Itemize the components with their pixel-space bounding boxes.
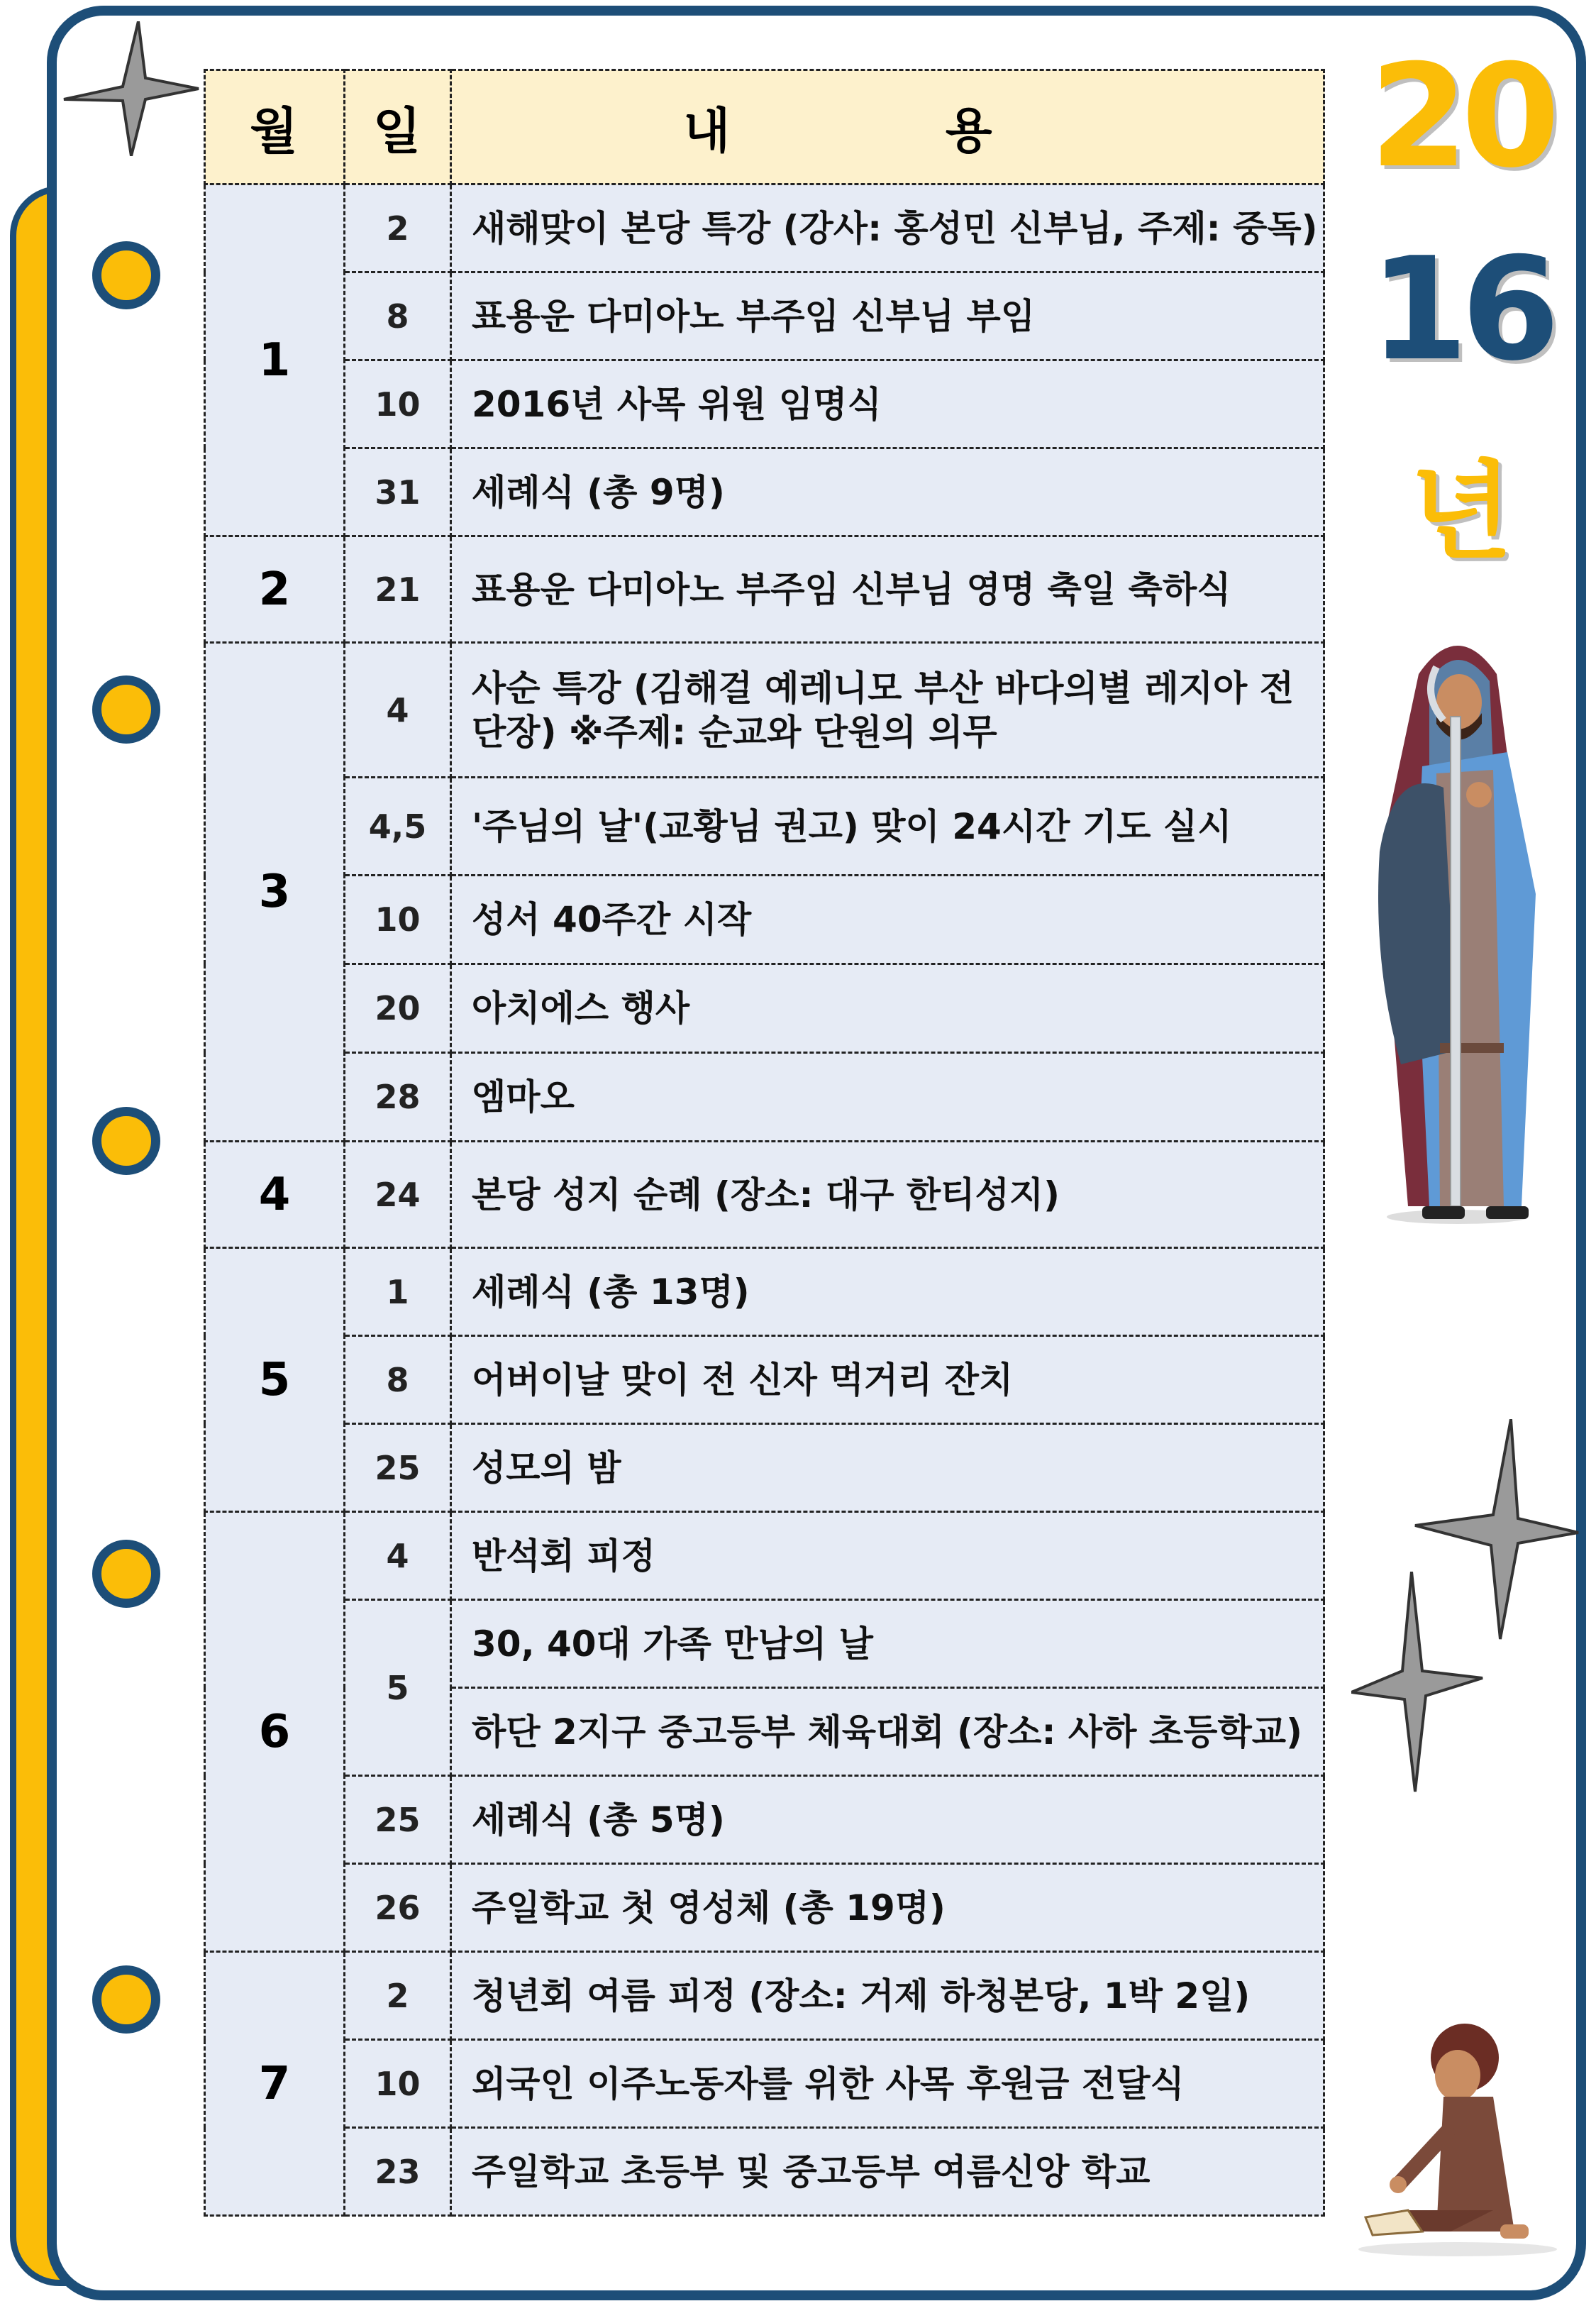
day-cell: 4 <box>345 643 451 778</box>
content-cell: 어버이날 맞이 전 신자 먹거리 잔치 <box>451 1336 1324 1424</box>
day-cell: 21 <box>345 536 451 643</box>
table-row <box>205 272 1324 360</box>
reading-boy-illustration <box>1351 2019 1564 2260</box>
table-row <box>205 1424 1324 1512</box>
table-row <box>205 1336 1324 1424</box>
content-cell: 세례식 (총 13명) <box>451 1248 1324 1336</box>
table-row <box>205 1053 1324 1142</box>
year-top-digits: 20 <box>1369 34 1553 199</box>
binder-ring-3 <box>92 1107 160 1175</box>
month-cell: 4 <box>205 1142 345 1248</box>
content-cell: 엠마오 <box>451 1053 1324 1142</box>
year-middle-digits: 16 <box>1369 227 1553 392</box>
year-unit: 년 <box>1409 451 1513 574</box>
content-cell: 외국인 이주노동자를 위한 사목 후원금 전달식 <box>451 2040 1324 2128</box>
table-row <box>205 1776 1324 1864</box>
day-cell: 26 <box>345 1864 451 1952</box>
day-cell: 1 <box>345 1248 451 1336</box>
table-row <box>205 1864 1324 1952</box>
content-cell: 성서 40주간 시작 <box>451 876 1324 964</box>
schedule-table <box>204 69 1325 2217</box>
content-cell: 30, 40대 가족 만남의 날 <box>451 1600 1324 1688</box>
day-cell: 10 <box>345 360 451 448</box>
month-cell: 2 <box>205 536 345 643</box>
header-month: 월 <box>205 70 345 184</box>
content-cell: 하단 2지구 중고등부 체육대회 (장소: 사하 초등학교) <box>451 1688 1324 1776</box>
table-row <box>205 184 1324 272</box>
month-cell: 7 <box>205 1952 345 2216</box>
star-icon <box>1351 1572 1486 1799</box>
table-row <box>205 360 1324 448</box>
day-cell: 24 <box>345 1142 451 1248</box>
header-content: 내 용 <box>451 70 1324 184</box>
day-cell: 2 <box>345 184 451 272</box>
table-row <box>205 1952 1324 2040</box>
content-cell: 2016년 사목 위원 임명식 <box>451 360 1324 448</box>
content-cell: '주님의 날'(교황님 권고) 맞이 24시간 기도 실시 <box>451 778 1324 876</box>
day-cell: 8 <box>345 1336 451 1424</box>
binder-ring-1 <box>92 241 160 309</box>
binder-ring-5 <box>92 1965 160 2034</box>
month-cell: 1 <box>205 184 345 536</box>
month-cell: 5 <box>205 1248 345 1512</box>
binder-ring-4 <box>92 1540 160 1608</box>
month-cell: 6 <box>205 1512 345 1952</box>
table-row <box>205 1142 1324 1248</box>
content-cell: 성모의 밤 <box>451 1424 1324 1512</box>
day-cell: 5 <box>345 1600 451 1776</box>
table-row <box>205 1600 1324 1688</box>
day-cell: 4 <box>345 1512 451 1600</box>
table-row <box>205 1512 1324 1600</box>
day-cell: 4,5 <box>345 778 451 876</box>
content-cell: 본당 성지 순례 (장소: 대구 한티성지) <box>451 1142 1324 1248</box>
content-cell: 표용운 다미아노 부주임 신부님 부임 <box>451 272 1324 360</box>
table-row <box>205 643 1324 778</box>
content-cell: 표용운 다미아노 부주임 신부님 영명 축일 축하식 <box>451 536 1324 643</box>
table-row <box>205 778 1324 876</box>
day-cell: 20 <box>345 964 451 1053</box>
content-cell: 주일학교 첫 영성체 (총 19명) <box>451 1864 1324 1952</box>
pilgrim-illustration <box>1351 624 1564 1228</box>
table-row <box>205 2128 1324 2216</box>
day-cell: 23 <box>345 2128 451 2216</box>
header-day: 일 <box>345 70 451 184</box>
day-cell: 25 <box>345 1424 451 1512</box>
day-cell: 28 <box>345 1053 451 1142</box>
content-cell: 청년회 여름 피정 (장소: 거제 하청본당, 1박 2일) <box>451 1952 1324 2040</box>
table-header-row <box>205 70 1324 184</box>
table-row <box>205 448 1324 536</box>
star-icon <box>60 21 202 156</box>
day-cell: 10 <box>345 876 451 964</box>
content-cell: 반석회 피정 <box>451 1512 1324 1600</box>
day-cell: 10 <box>345 2040 451 2128</box>
table-row <box>205 536 1324 643</box>
binder-ring-2 <box>92 675 160 744</box>
day-cell: 25 <box>345 1776 451 1864</box>
content-cell: 아치에스 행사 <box>451 964 1324 1053</box>
content-cell: 세례식 (총 9명) <box>451 448 1324 536</box>
content-cell: 새해맞이 본당 특강 (강사: 홍성민 신부님, 주제: 중독) <box>451 184 1324 272</box>
table-row <box>205 2040 1324 2128</box>
table-row <box>205 964 1324 1053</box>
content-cell: 사순 특강 (김해걸 예레니모 부산 바다의별 레지아 전 단장) ※주제: 순교와 단원의 의무 <box>451 643 1324 778</box>
content-cell: 세례식 (총 5명) <box>451 1776 1324 1864</box>
table-row <box>205 876 1324 964</box>
day-cell: 2 <box>345 1952 451 2040</box>
day-cell: 8 <box>345 272 451 360</box>
content-cell: 주일학교 초등부 및 중고등부 여름신앙 학교 <box>451 2128 1324 2216</box>
month-cell: 3 <box>205 643 345 1142</box>
table-row <box>205 1248 1324 1336</box>
day-cell: 31 <box>345 448 451 536</box>
